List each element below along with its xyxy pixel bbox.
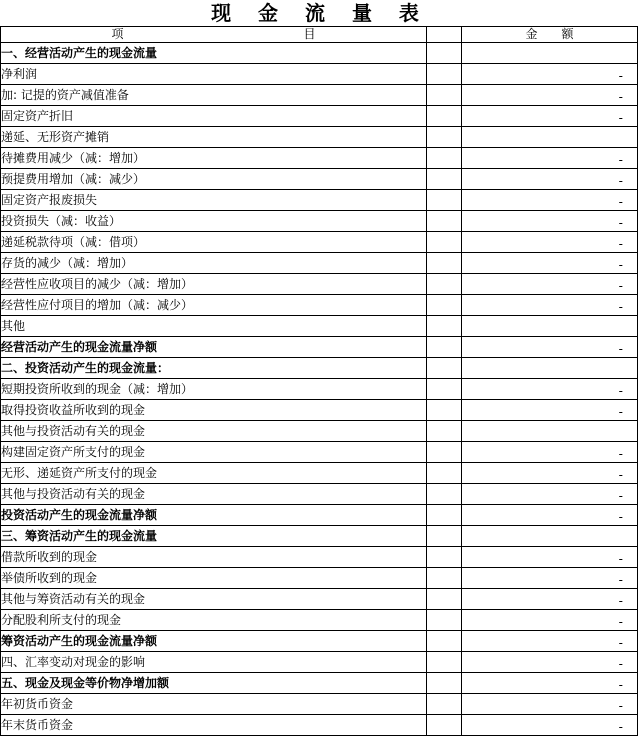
page-title: 现 金 流 量 表 — [211, 1, 429, 25]
row-blank-cell — [427, 463, 462, 484]
row-label: 无形、递延资产所支付的现金 — [1, 463, 427, 484]
row-label: 年初货币资金 — [1, 694, 427, 715]
row-blank-cell — [427, 358, 462, 379]
row-blank-cell — [427, 64, 462, 85]
row-amount: - — [462, 106, 638, 127]
row-blank-cell — [427, 673, 462, 694]
table-row — [1, 547, 638, 568]
row-label: 年末货币资金 — [1, 715, 427, 736]
row-label: 固定资产报废损失 — [1, 190, 427, 211]
row-amount: - — [462, 463, 638, 484]
row-blank-cell — [427, 337, 462, 358]
row-label: 短期投资所收到的现金（减：增加） — [1, 379, 427, 400]
row-label: 经营性应收项目的减少（减：增加） — [1, 274, 427, 295]
row-label: 五、现金及现金等价物净增加额 — [1, 673, 427, 694]
row-label: 投资活动产生的现金流量净额 — [1, 505, 427, 526]
row-amount: - — [462, 568, 638, 589]
table-row — [1, 106, 638, 127]
row-blank-cell — [427, 589, 462, 610]
row-amount: - — [462, 85, 638, 106]
row-amount — [462, 358, 638, 379]
row-blank-cell — [427, 484, 462, 505]
row-blank-cell — [427, 190, 462, 211]
table-row — [1, 568, 638, 589]
row-label: 分配股利所支付的现金 — [1, 610, 427, 631]
row-amount: - — [462, 652, 638, 673]
row-blank-cell — [427, 232, 462, 253]
table-row — [1, 505, 638, 526]
row-amount — [462, 421, 638, 442]
table-row — [1, 589, 638, 610]
row-blank-cell — [427, 715, 462, 736]
row-amount: - — [462, 211, 638, 232]
row-blank-cell — [427, 610, 462, 631]
row-label: 二、投资活动产生的现金流量： — [1, 358, 427, 379]
table-row — [1, 526, 638, 547]
row-amount: - — [462, 379, 638, 400]
table-row — [1, 610, 638, 631]
table-row — [1, 232, 638, 253]
row-blank-cell — [427, 274, 462, 295]
table-body — [1, 27, 638, 736]
row-blank-cell — [427, 547, 462, 568]
table-row — [1, 694, 638, 715]
table-row — [1, 316, 638, 337]
row-amount: - — [462, 337, 638, 358]
table-row — [1, 463, 638, 484]
row-label: 加: 记提的资产减值准备 — [1, 85, 427, 106]
row-blank-cell — [427, 106, 462, 127]
header-blank — [427, 27, 462, 43]
row-amount: - — [462, 589, 638, 610]
row-blank-cell — [427, 400, 462, 421]
table-row — [1, 484, 638, 505]
row-amount — [462, 316, 638, 337]
table-header-row — [1, 27, 638, 43]
row-amount: - — [462, 148, 638, 169]
row-blank-cell — [427, 526, 462, 547]
header-item: 项 目 — [1, 27, 427, 43]
row-amount: - — [462, 442, 638, 463]
row-blank-cell — [427, 169, 462, 190]
table-row — [1, 337, 638, 358]
row-amount: - — [462, 232, 638, 253]
row-blank-cell — [427, 694, 462, 715]
table-row — [1, 190, 638, 211]
row-label: 递延、无形资产摊销 — [1, 127, 427, 148]
table-row — [1, 211, 638, 232]
table-row — [1, 43, 638, 64]
row-label: 经营活动产生的现金流量净额 — [1, 337, 427, 358]
row-amount: - — [462, 631, 638, 652]
table-row — [1, 442, 638, 463]
table-row — [1, 358, 638, 379]
row-amount — [462, 43, 638, 64]
row-amount: - — [462, 484, 638, 505]
table-row — [1, 421, 638, 442]
row-label: 经营性应付项目的增加（减：减少） — [1, 295, 427, 316]
row-label: 三、筹资活动产生的现金流量 — [1, 526, 427, 547]
row-amount — [462, 526, 638, 547]
row-label: 待摊费用减少（减：增加） — [1, 148, 427, 169]
row-label: 构建固定资产所支付的现金 — [1, 442, 427, 463]
row-label: 存货的减少（减：增加） — [1, 253, 427, 274]
row-label: 净利润 — [1, 64, 427, 85]
row-amount: - — [462, 64, 638, 85]
row-blank-cell — [427, 43, 462, 64]
table-row — [1, 652, 638, 673]
row-blank-cell — [427, 253, 462, 274]
header-amount: 金 额 — [462, 27, 638, 43]
row-amount: - — [462, 190, 638, 211]
row-blank-cell — [427, 316, 462, 337]
row-amount: - — [462, 253, 638, 274]
table-row — [1, 295, 638, 316]
row-label: 筹资活动产生的现金流量净额 — [1, 631, 427, 652]
row-amount: - — [462, 715, 638, 736]
row-label: 四、汇率变动对现金的影响 — [1, 652, 427, 673]
table-row — [1, 673, 638, 694]
row-blank-cell — [427, 652, 462, 673]
row-label: 其他与筹资活动有关的现金 — [1, 589, 427, 610]
row-blank-cell — [427, 568, 462, 589]
row-blank-cell — [427, 421, 462, 442]
row-amount: - — [462, 400, 638, 421]
row-blank-cell — [427, 442, 462, 463]
table-row — [1, 85, 638, 106]
row-amount: - — [462, 505, 638, 526]
row-label: 其他与投资活动有关的现金 — [1, 421, 427, 442]
row-amount: - — [462, 673, 638, 694]
row-label: 固定资产折旧 — [1, 106, 427, 127]
row-label: 借款所收到的现金 — [1, 547, 427, 568]
row-blank-cell — [427, 85, 462, 106]
row-blank-cell — [427, 148, 462, 169]
row-amount: - — [462, 610, 638, 631]
row-label: 投资损失（减：收益） — [1, 211, 427, 232]
row-amount: - — [462, 274, 638, 295]
row-label: 预提费用增加（减：减少） — [1, 169, 427, 190]
cash-flow-table — [0, 26, 638, 736]
row-label: 取得投资收益所收到的现金 — [1, 400, 427, 421]
row-amount: - — [462, 694, 638, 715]
table-row — [1, 169, 638, 190]
table-row — [1, 127, 638, 148]
table-row — [1, 715, 638, 736]
row-amount — [462, 127, 638, 148]
row-amount: - — [462, 295, 638, 316]
row-label: 其他与投资活动有关的现金 — [1, 484, 427, 505]
table-row — [1, 64, 638, 85]
row-amount: - — [462, 547, 638, 568]
row-label: 其他 — [1, 316, 427, 337]
table-row — [1, 400, 638, 421]
row-blank-cell — [427, 127, 462, 148]
row-blank-cell — [427, 379, 462, 400]
row-label: 举债所收到的现金 — [1, 568, 427, 589]
table-row — [1, 253, 638, 274]
table-row — [1, 274, 638, 295]
row-blank-cell — [427, 631, 462, 652]
row-label: 一、经营活动产生的现金流量 — [1, 43, 427, 64]
row-blank-cell — [427, 211, 462, 232]
table-row — [1, 148, 638, 169]
row-blank-cell — [427, 295, 462, 316]
table-row — [1, 631, 638, 652]
row-label: 递延税款待项（减：借项） — [1, 232, 427, 253]
row-amount: - — [462, 169, 638, 190]
table-row — [1, 379, 638, 400]
row-blank-cell — [427, 505, 462, 526]
